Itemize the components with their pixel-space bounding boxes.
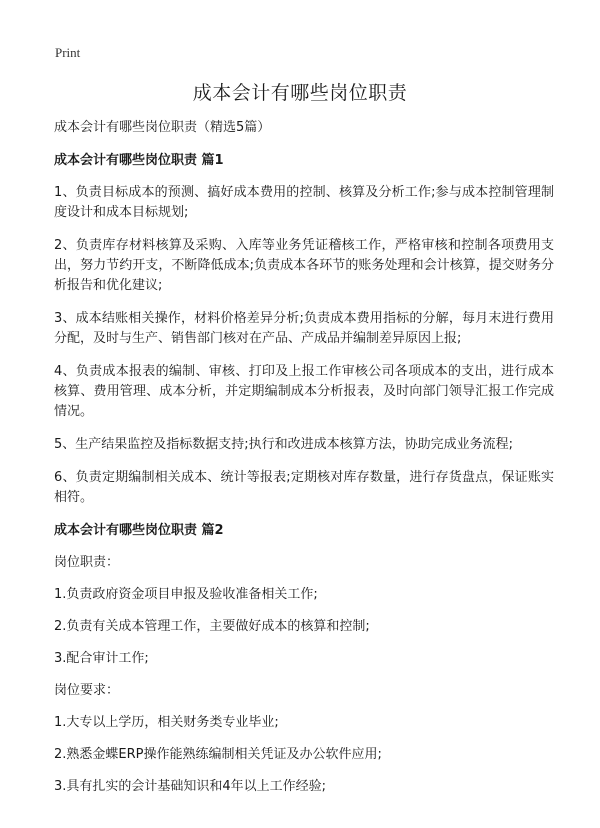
section-heading-2: 成本会计有哪些岗位职责 篇2 — [54, 523, 224, 538]
list-item: 5、生产结果监控及指标数据支持;执行和改进成本核算方法，协助完成业务流程; — [54, 437, 514, 452]
list-item: 2.负责有关成本管理工作，主要做好成本的核算和控制; — [54, 619, 370, 634]
list-item: 3、成本结账相关操作，材料价格差异分析;负责成本费用指标的分解，每月末进行费用分配，及时与生产、销售部门核对在产品、产成品并编制差异原因上报; — [54, 311, 554, 346]
duties-label: 岗位职责： — [54, 555, 120, 570]
list-item: 3.配合审计工作; — [54, 651, 149, 666]
section-heading-1: 成本会计有哪些岗位职责 篇1 — [54, 153, 224, 168]
requirements-label: 岗位要求： — [54, 683, 120, 698]
list-item: 2.熟悉金蝶ERP操作能熟练编制相关凭证及办公软件应用; — [54, 747, 382, 762]
list-item: 4、负责成本报表的编制、审核、打印及上报工作审核公司各项成本的支出，进行成本核算、费用管理、成本分析，并定期编制成本分析报表，及时向部门领导汇报工作完成情况。 — [54, 364, 554, 419]
list-item: 1、负责目标成本的预测、搞好成本费用的控制、核算及分析工作;参与成本控制管理制度设计和成本目标规划; — [54, 185, 554, 220]
document-subtitle: 成本会计有哪些岗位职责（精选5篇） — [54, 120, 271, 135]
list-item: 2、负责库存材料核算及采购、入库等业务凭证稽核工作，严格审核和控制各项费用支出，努力节约开支，不断降低成本;负责成本各环节的账务处理和会计核算，提交财务分析报告和优化建议; — [54, 238, 554, 293]
document-title: 成本会计有哪些岗位职责 — [192, 82, 408, 104]
list-item: 1.大专以上学历，相关财务类专业毕业; — [54, 715, 279, 730]
list-item: 6、负责定期编制相关成本、统计等报表;定期核对库存数量，进行存货盘点，保证账实相符。 — [54, 470, 554, 505]
list-item: 1.负责政府资金项目申报及验收准备相关工作; — [54, 587, 318, 602]
document-body — [54, 118, 554, 809]
list-item: 3.具有扎实的会计基础知识和4年以上工作经验; — [54, 779, 327, 794]
print-link[interactable]: Print — [55, 45, 81, 60]
